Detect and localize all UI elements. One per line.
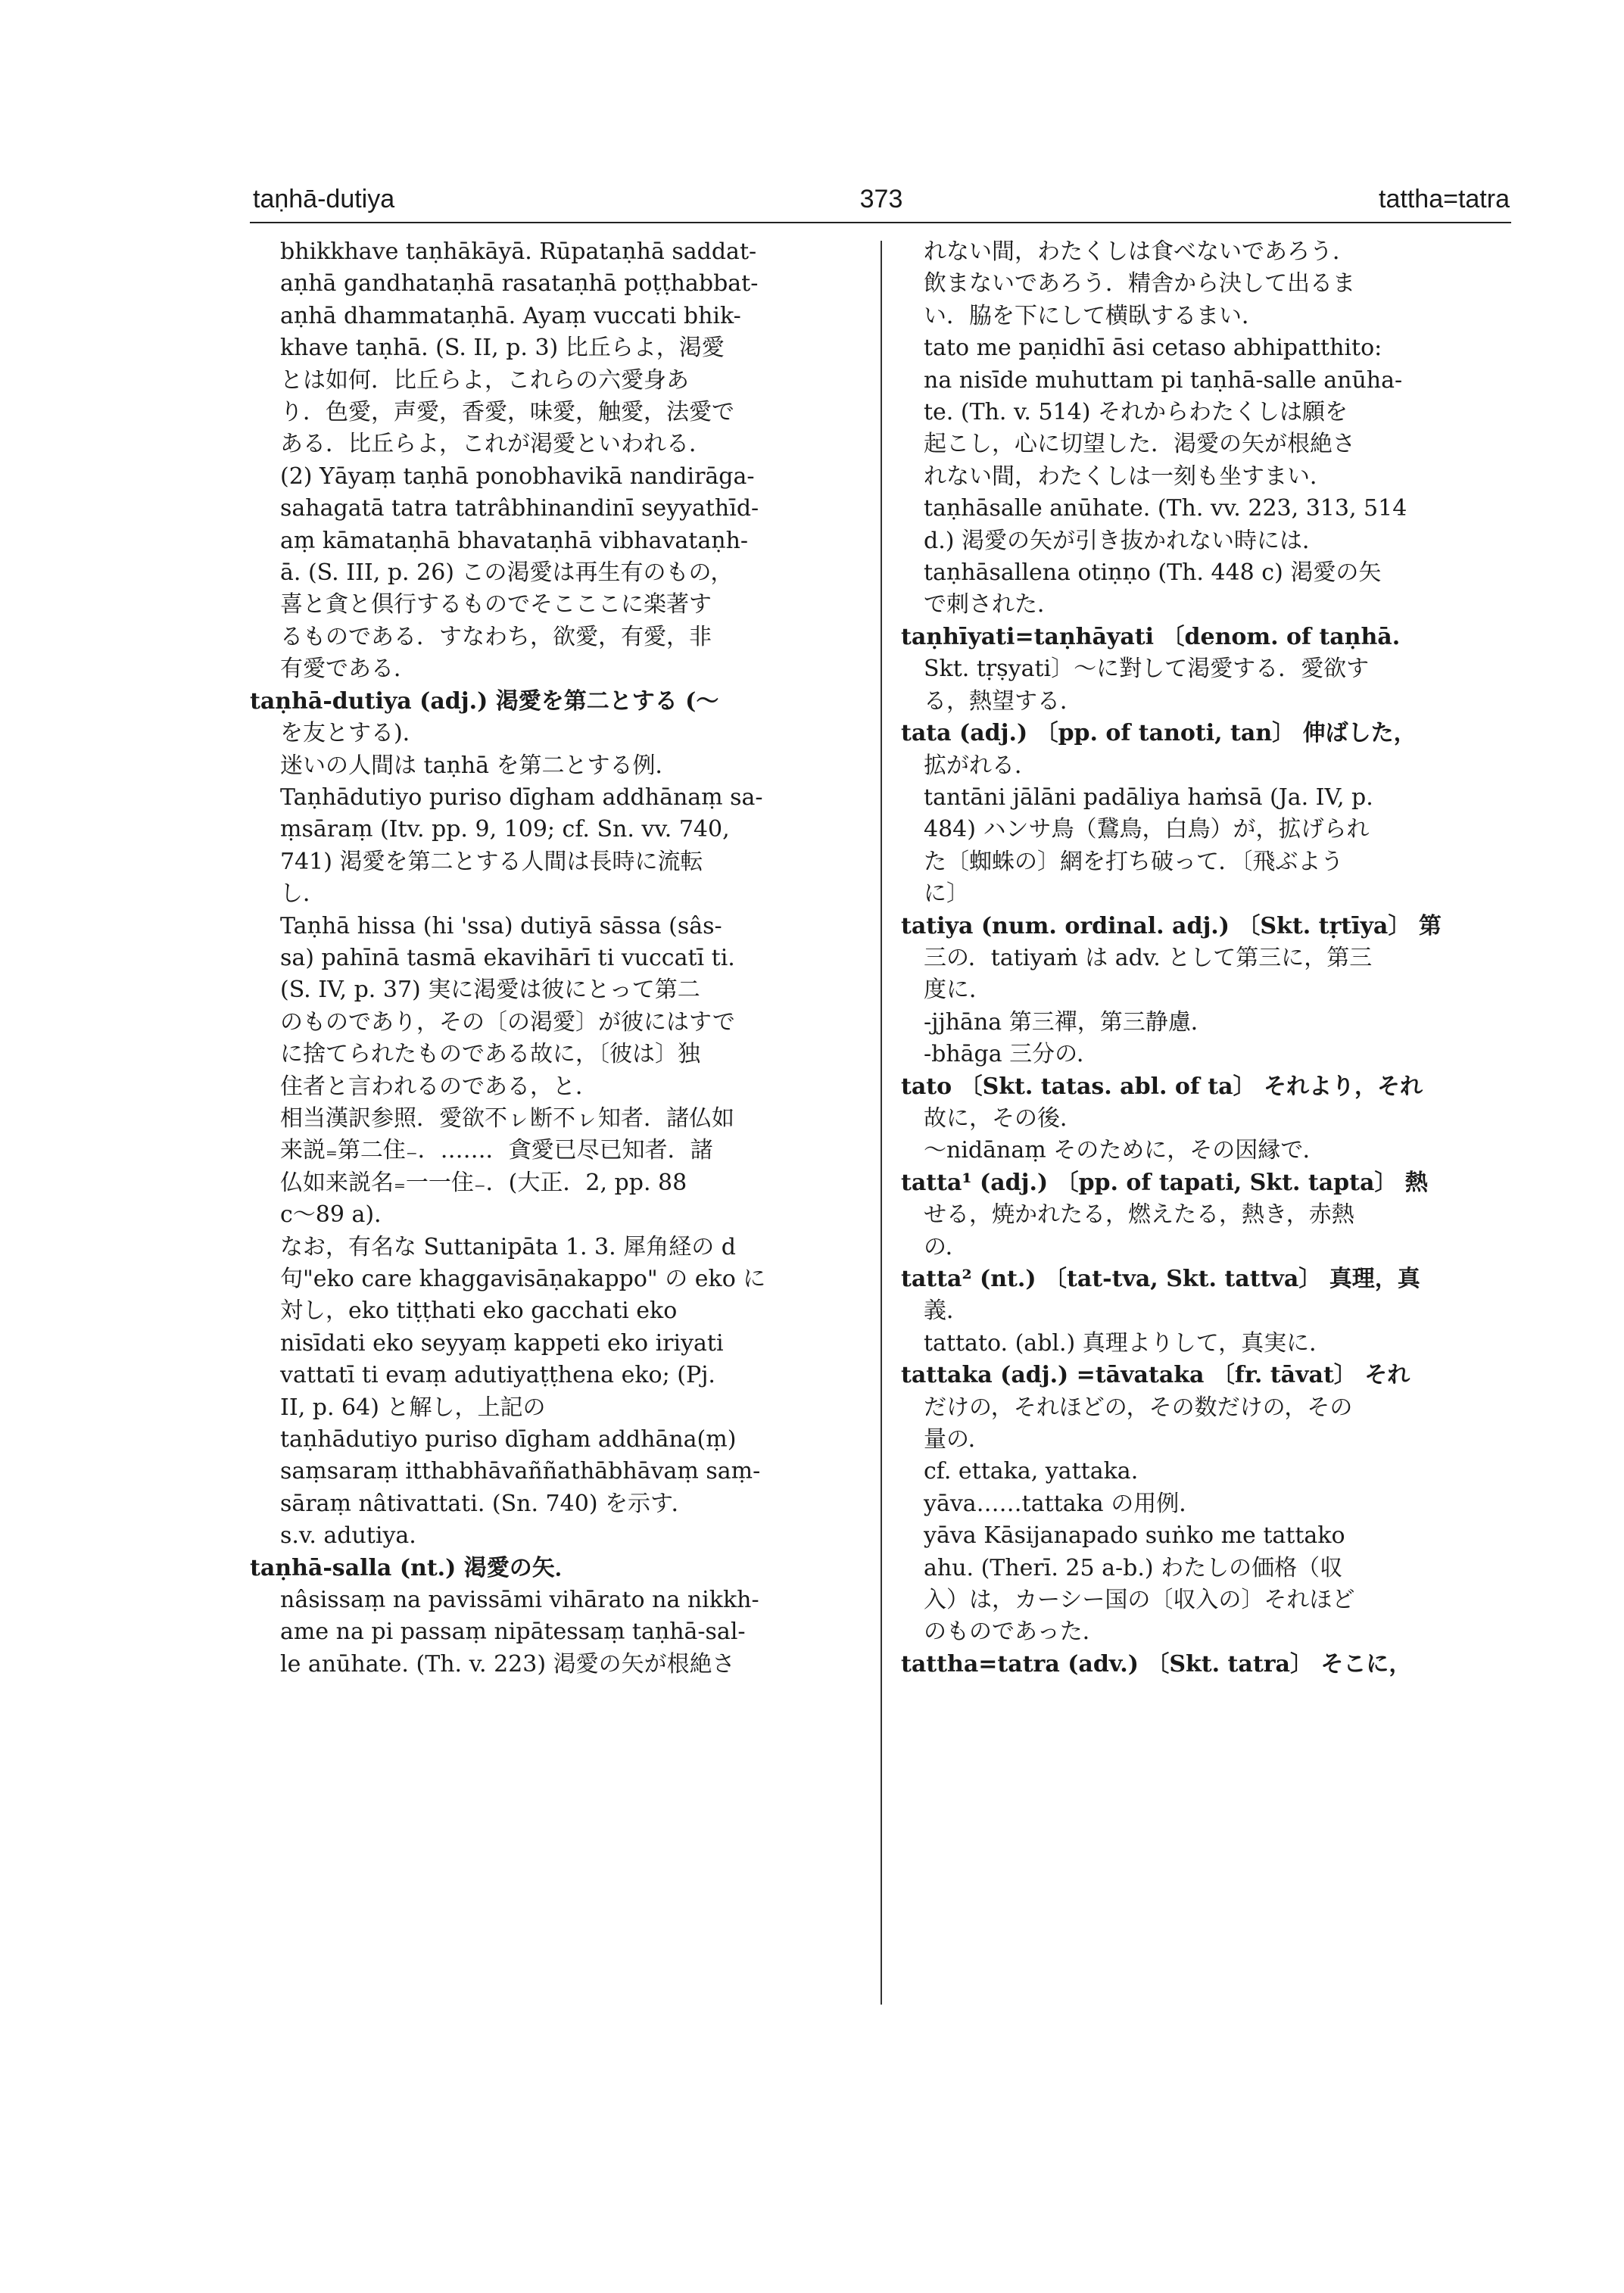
text-line: ā. (S. III, p. 26) この渇愛は再生有のもの， — [280, 559, 734, 587]
text-line: aṇhā gandhataṇhā rasataṇhā poṭṭhabbat- — [280, 270, 759, 298]
text-line: -bhāga 三分の． — [924, 1041, 1099, 1068]
entry-headword-line: taṇhīyati=taṇhāyati 〔denom. of taṇhā. — [901, 623, 1401, 650]
text-line: た〔蜘蛛の〕網を打ち破って．〔飛ぶよう — [924, 848, 1344, 875]
text-line: 三の．tatiyaṁ は adv. として第三に，第三 — [924, 944, 1373, 971]
text-line: le anūhate. (Th. v. 223) 渇愛の矢が根絶さ — [280, 1650, 735, 1678]
text-line: るものである．すなわち，欲愛，有愛，非 — [280, 623, 712, 650]
entry-headword-line: tatiya (num. ordinal. adj.) 〔Skt. tṛtīya〕 第 — [901, 912, 1442, 939]
header-right-guideword: tattha=tatra — [1379, 185, 1510, 213]
text-line: い．脇を下にして横臥するまい． — [924, 302, 1264, 329]
text-line: aṃ kāmataṇhā bhavataṇhā vibhavataṇh- — [280, 527, 749, 554]
text-line: Skt. tṛṣyati〕～に對して渇愛する．愛欲す — [924, 656, 1370, 683]
text-line: 対し，eko tiṭṭhati eko gacchati eko — [280, 1298, 678, 1325]
text-line: s.v. adutiya. — [280, 1522, 416, 1550]
text-line: sahagatā tatra tatrâbhinandinī seyyathīd- — [280, 495, 759, 522]
text-line: 迷いの人間は taṇhā を第二とする例． — [280, 752, 678, 779]
text-line: taṇhāsallena otiṇṇo (Th. 448 c) 渇愛の矢 — [924, 559, 1382, 587]
header-left-guideword: taṇhā-dutiya — [253, 185, 395, 213]
text-line: ṃsāraṃ (Itv. pp. 9, 109; cf. Sn. vv. 740, — [280, 816, 730, 843]
text-line: saṃsaraṃ itthabhāvaññathābhāvaṃ saṃ- — [280, 1458, 761, 1485]
text-line: -jjhāna 第三禪，第三静慮． — [924, 1008, 1214, 1036]
column-divider — [881, 241, 882, 2005]
text-line: を友とする)． — [280, 720, 425, 747]
text-line: tantāni jālāni padāliya haṁsā (Ja. IV, p. — [924, 784, 1373, 811]
text-line: (S. IV, p. 37) 実に渇愛は彼にとって第二 — [280, 977, 700, 1004]
text-line: 住者と言われるのである，と． — [280, 1073, 598, 1100]
text-line: 飲まないであろう．精舎から決して出るま — [924, 270, 1355, 298]
text-line: 仏如来説名₌一一住₋．(大正．2, pp. 88 — [280, 1169, 687, 1196]
entry-headword-line: tato 〔Skt. tatas. abl. of ta〕 それより，それ — [901, 1073, 1423, 1100]
text-line: yāva……tattaka の用例． — [924, 1490, 1202, 1517]
text-line: taṇhāsalle anūhate. (Th. vv. 223, 313, 514 — [924, 495, 1407, 522]
text-line: 入）は，カーシー国の〔収入の〕それほど — [924, 1587, 1355, 1614]
text-line: yāva Kāsijanapado suṅko me tattako — [924, 1522, 1345, 1550]
text-line: na nisīde muhuttam pi taṇhā-salle anūha- — [924, 366, 1403, 394]
text-line: aṇhā dhammataṇhā. Ayaṃ vuccati bhik- — [280, 302, 741, 329]
entry-headword-line: tatta² (nt.) 〔tat-tva, Skt. tattva〕 真理，真 — [901, 1266, 1420, 1292]
text-line: の． — [924, 1233, 968, 1260]
text-line: り．色愛，声愛，香愛，味愛，触愛，法愛で — [280, 399, 734, 426]
text-line: とは如何．比丘らよ，これらの六愛身あ — [280, 366, 689, 394]
text-line: 有愛である． — [280, 656, 416, 683]
text-line: し． — [280, 880, 326, 908]
entry-headword-line: taṇhā-dutiya (adj.) 渇愛を第二とする (～ — [250, 687, 719, 715]
text-line: のものであった． — [924, 1618, 1105, 1646]
text-line: ahu. (Therī. 25 a-b.) わたしの価格（収 — [924, 1554, 1343, 1581]
text-line: nisīdati eko seyyaṃ kappeti eko iriyati — [280, 1329, 724, 1357]
left-column — [250, 236, 856, 1681]
right-column — [901, 236, 1514, 1681]
text-line: だけの，それほどの，その数だけの，その — [924, 1394, 1353, 1421]
entry-headword-line: tattha=tatra (adv.) 〔Skt. tatra〕 そこに， — [901, 1650, 1412, 1678]
text-line: せる，焼かれたる，燃えたる，熱き，赤熱 — [924, 1201, 1354, 1229]
text-line: 量の． — [924, 1426, 991, 1453]
entry-headword-line: taṇhā-salla (nt.) 渇愛の矢． — [250, 1554, 578, 1581]
text-line: taṇhādutiyo puriso dīgham addhāna(ṃ) — [280, 1426, 737, 1453]
running-header — [253, 185, 1510, 223]
text-line: te. (Th. v. 514) それからわたくしは願を — [924, 399, 1348, 426]
text-line: 相当漢訳参照．愛欲不ㇾ断不ㇾ知者．諸仏如 — [280, 1104, 734, 1132]
text-line: bhikkhave taṇhākāyā. Rūpataṇhā saddat- — [280, 238, 757, 265]
text-line: 度に． — [924, 977, 992, 1004]
text-line: に捨てられたものである故に，〔彼は〕独 — [280, 1041, 700, 1068]
text-line: (2) Yāyaṃ taṇhā ponobhavikā nandirāga- — [280, 463, 755, 490]
text-line: nâsissaṃ na pavissāmi vihārato na nikkh- — [280, 1587, 759, 1614]
text-line: 484) ハンサ鳥（鵞鳥，白鳥）が，拡げられ — [924, 816, 1370, 843]
text-line: 故に，その後． — [924, 1104, 1083, 1132]
text-line: ある．比丘らよ，これが渇愛といわれる． — [280, 431, 712, 458]
text-line: Taṇhā hissa (hi 'ssa) dutiyā sāssa (sâs- — [280, 912, 722, 939]
text-line: 来説₌第二住₋．……．貪愛已尽已知者．諸 — [280, 1137, 713, 1164]
entry-headword-line: tata (adj.) 〔pp. of tanoti, tan〕 伸ばした， — [901, 720, 1417, 747]
text-line: tattato. (abl.) 真理よりして，真実に． — [924, 1329, 1333, 1357]
text-line: tato me paṇidhī āsi cetaso abhipatthito: — [924, 335, 1382, 362]
text-line: c～89 a)． — [280, 1201, 397, 1229]
text-line: に〕 — [924, 880, 969, 908]
text-line: vattatī ti evaṃ adutiyaṭṭhena eko; (Pj. — [280, 1362, 715, 1389]
text-line: 起こし，心に切望した．渇愛の矢が根絶さ — [924, 431, 1355, 458]
text-line: sāraṃ nâtivattati. (Sn. 740) を示す． — [280, 1490, 694, 1517]
text-line: れない間，わたくしは食べないであろう． — [924, 238, 1355, 265]
text-line: る，熱望する． — [924, 687, 1083, 715]
entry-headword-line: tatta¹ (adj.) 〔pp. of tapati, Skt. tapta〕 熱 — [901, 1169, 1428, 1196]
text-line: 句"eko care khaggavisāṇakappo" の eko に — [280, 1266, 766, 1292]
header-rule — [250, 222, 1511, 223]
text-line: d.) 渇愛の矢が引き抜かれない時には． — [924, 527, 1325, 554]
text-line: khave taṇhā. (S. II, p. 3) 比丘らよ，渇愛 — [280, 335, 725, 362]
entry-headword-line: tattaka (adj.) =tāvataka 〔fr. tāvat〕 それ — [901, 1362, 1410, 1389]
text-line: のものであり，その〔の渇愛〕が彼にはすで — [280, 1008, 735, 1036]
text-line: sa) pahīnā tasmā ekavihārī ti vuccatī ti. — [280, 944, 735, 971]
text-line: れない間，わたくしは一刻も坐すまい． — [924, 463, 1333, 490]
text-line: 拡がれる． — [924, 752, 1037, 779]
page-number: 373 — [859, 185, 903, 213]
text-line: で刺された． — [924, 591, 1060, 618]
text-line: ame na pi passaṃ nipātessaṃ taṇhā-sal- — [280, 1618, 746, 1646]
text-line: II, p. 64) と解し，上記の — [280, 1394, 546, 1421]
text-line: 741) 渇愛を第二とする人間は長時に流転 — [280, 848, 703, 875]
text-line: 義． — [924, 1298, 969, 1325]
text-line: Taṇhādutiyo puriso dīgham addhānaṃ sa- — [280, 784, 763, 811]
text-line: ～nidānaṃ そのために，その因縁で． — [924, 1137, 1326, 1164]
text-line: なお，有名な Suttanipāta 1. 3. 犀角経の d — [280, 1233, 736, 1260]
text-line: cf. ettaka, yattaka. — [924, 1458, 1139, 1485]
text-line: 喜と貪と倶行するものでそこここに楽著す — [280, 591, 712, 618]
